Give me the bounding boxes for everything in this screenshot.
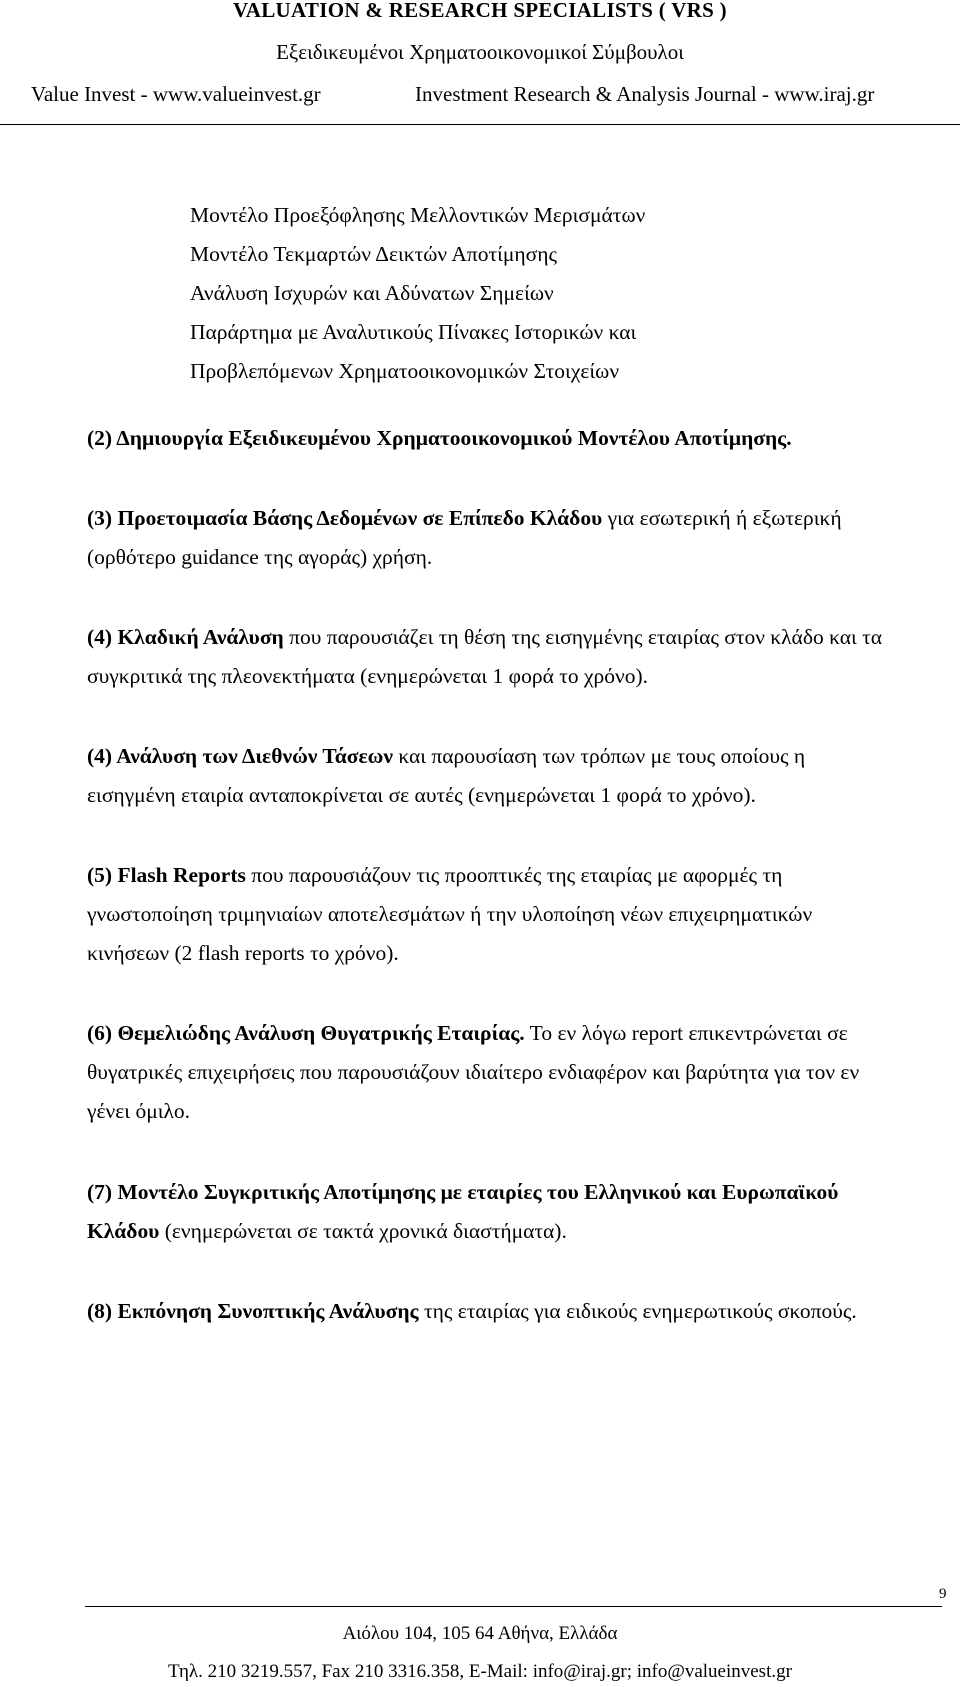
header-divider <box>0 124 960 125</box>
paragraph-heading: (4) Ανάλυση των Διεθνών Τάσεων <box>87 744 393 768</box>
paragraph-sector-database <box>87 499 887 577</box>
paragraph-comparative-valuation <box>87 1173 887 1251</box>
paragraph-heading: (4) Κλαδική Ανάλυση <box>87 625 284 649</box>
paragraph-heading: (6) Θεμελιώδης Ανάλυση Θυγατρικής Εταιρίας. <box>87 1021 525 1045</box>
paragraph-text: Το εν λόγω report επικεντρώνεται σε θυγατρικές επιχειρήσεις που παρουσιάζουν ιδιαίτερο ενδιαφέρον και βαρύτητα για τον εν γένει όμιλο. <box>87 1021 860 1123</box>
paragraph-text: που παρουσιάζουν τις προοπτικές της εταιρίας με αφορμές τη γνωστοποίηση τριμηνιαίων αποτελεσμάτων ή την υλοποίηση νέων επιχειρηματικών κινήσεων (2 flash reports το χρόνο). <box>87 863 813 965</box>
list-item: Μοντέλο Τεκμαρτών Δεικτών Αποτίμησης <box>190 242 558 266</box>
list-item: Ανάλυση Ισχυρών και Αδύνατων Σημείων <box>190 281 554 305</box>
paragraph-heading: (2) Δημιουργία Εξειδικευμένου Χρηματοοικονομικού Μοντέλου Αποτίμησης. <box>87 426 792 450</box>
paragraph-text: που παρουσιάζει τη θέση της εισηγμένης εταιρίας στον κλάδο και τα συγκριτικά της πλεονεκτήματα (ενημερώνεται 1 φορά το χρόνο). <box>87 625 883 688</box>
paragraph-subsidiary-analysis <box>87 1014 887 1131</box>
paragraph-sector-analysis <box>87 618 887 696</box>
company-name: VALUATION & RESEARCH SPECIALISTS ( VRS ) <box>233 0 727 22</box>
paragraph-heading: (5) Flash Reports <box>87 863 246 887</box>
list-item: Προβλεπόμενων Χρηματοοικονομικών Στοιχείων <box>190 359 620 383</box>
document-body <box>87 196 887 1331</box>
paragraph-financial-model <box>87 419 887 458</box>
paragraph-text: (ενημερώνεται σε τακτά χρονικά διαστήματα). <box>159 1219 567 1243</box>
list-item: Μοντέλο Προεξόφλησης Μελλοντικών Μερισμάτων <box>190 203 646 227</box>
footer-contact: Τηλ. 210 3219.557, Fax 210 3316.358, E-Mail: info@iraj.gr; info@valueinvest.gr <box>168 1661 792 1682</box>
company-subtitle: Εξειδικευμένοι Χρηματοοικονομικοί Σύμβουλοι <box>276 40 684 64</box>
paragraph-summary-analysis <box>87 1292 887 1331</box>
paragraph-text: για εσωτερική ή εξωτερική (ορθότερο guidance της αγοράς) χρήση. <box>87 506 842 569</box>
footer-divider <box>85 1606 942 1607</box>
link-iraj: Investment Research & Analysis Journal - www.iraj.gr <box>415 82 875 106</box>
paragraph-heading: (8) Εκπόνηση Συνοπτικής Ανάλυσης <box>87 1299 419 1323</box>
list-item: Παράρτημα με Αναλυτικούς Πίνακες Ιστορικών και <box>190 320 637 344</box>
paragraph-heading: (7) Μοντέλο Συγκριτικής Αποτίμησης με εταιρίες του Ελληνικού και Ευρωπαϊκού Κλάδου <box>87 1180 839 1243</box>
link-valueinvest: Value Invest - www.valueinvest.gr <box>31 82 321 106</box>
model-list <box>87 196 887 391</box>
header-links <box>31 82 875 107</box>
paragraph-text: της εταιρίας για ειδικούς ενημερωτικούς σκοπούς. <box>418 1299 857 1323</box>
footer-address: Αιόλου 104, 105 64 Αθήνα, Ελλάδα <box>342 1623 618 1644</box>
paragraph-flash-reports <box>87 856 887 973</box>
paragraph-text: και παρουσίαση των τρόπων με τους οποίους η εισηγμένη εταιρία ανταποκρίνεται σε αυτές (ενημερώνεται 1 φορά το χρόνο). <box>87 744 806 807</box>
paragraph-international-trends <box>87 737 887 815</box>
page-number: 9 <box>939 1586 947 1602</box>
paragraph-heading: (3) Προετοιμασία Βάσης Δεδομένων σε Επίπεδο Κλάδου <box>87 506 603 530</box>
